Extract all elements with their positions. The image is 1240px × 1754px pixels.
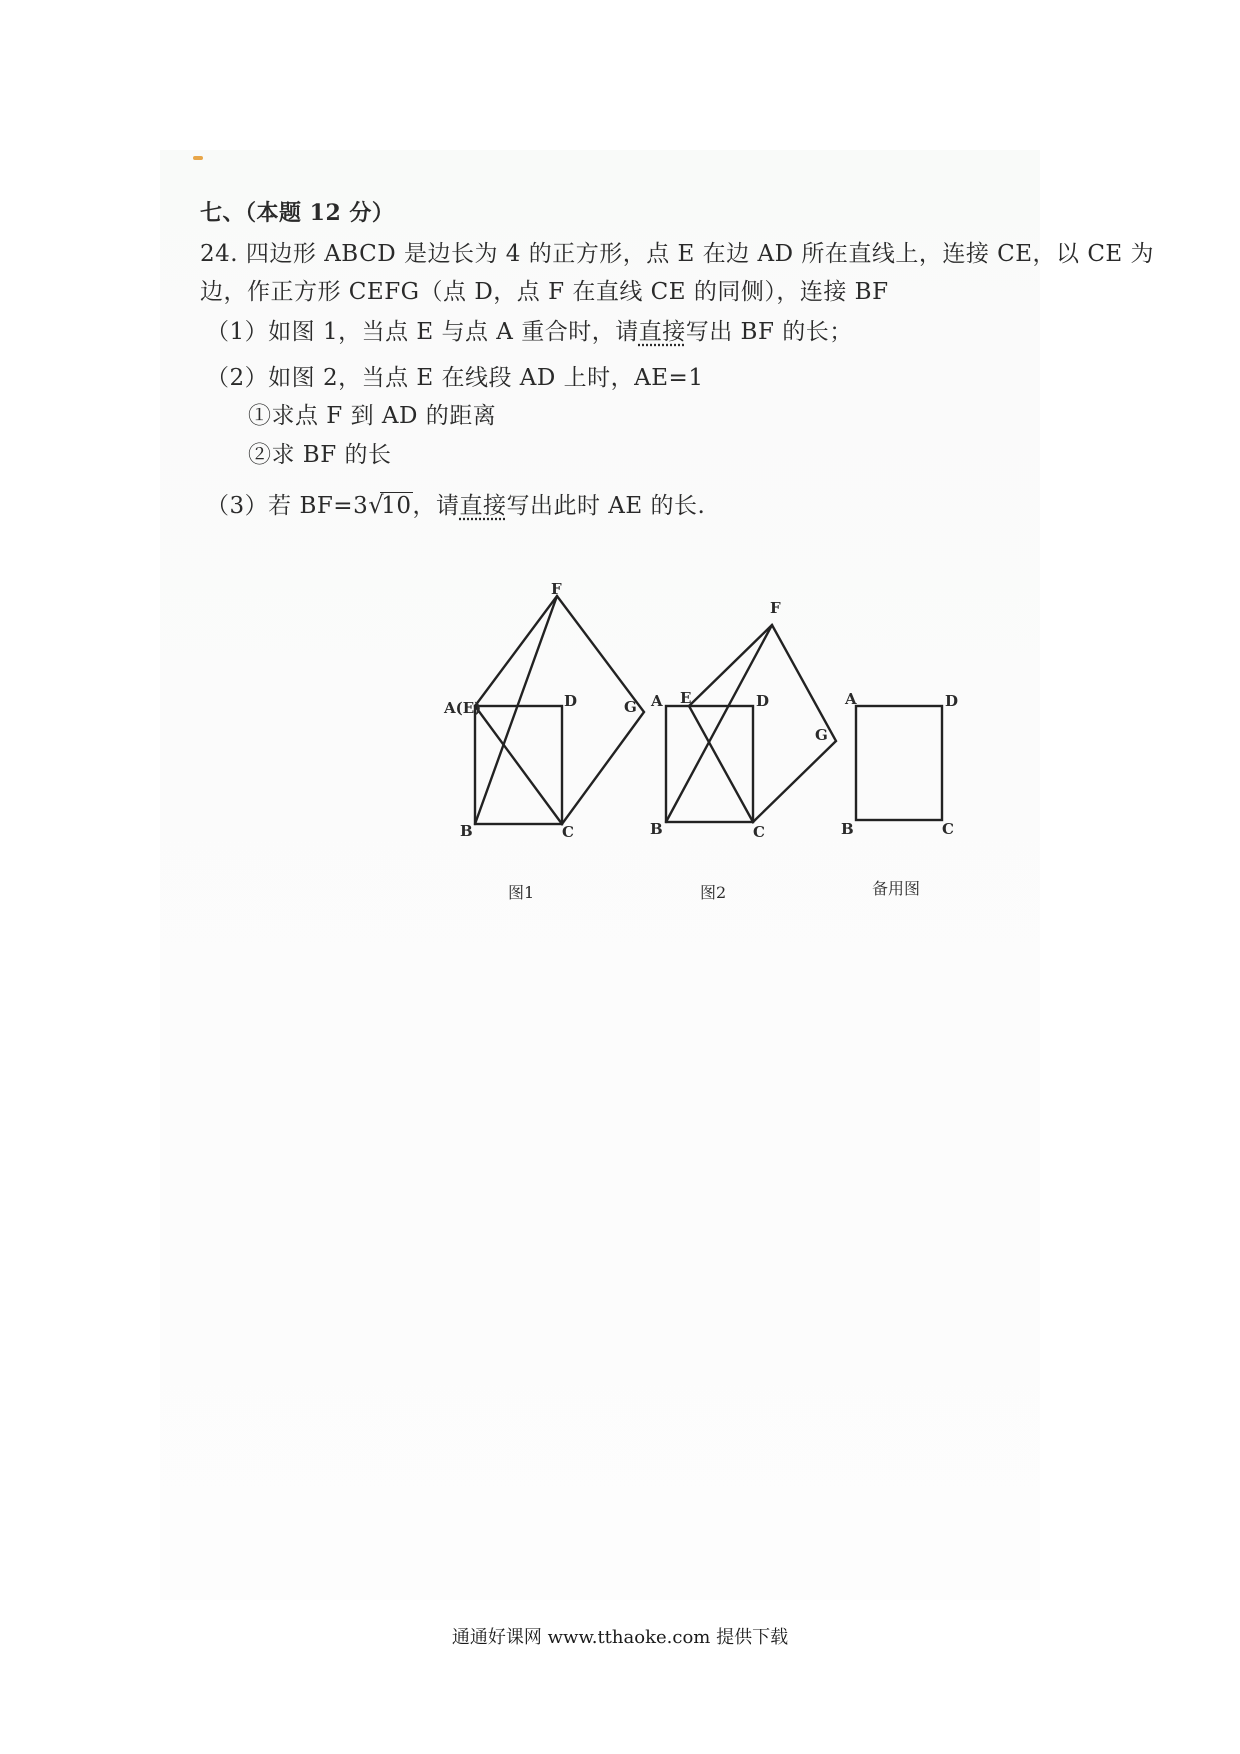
fig1-label-b: B	[460, 822, 473, 840]
part-1-emphasis: 直接	[638, 319, 686, 345]
fig2-label-f: F	[770, 599, 781, 617]
part-2: （2）如图 2，当点 E 在线段 AD 上时，AE=1	[206, 365, 704, 391]
fig1-label-f: F	[551, 580, 562, 598]
fig2-label-b: B	[650, 820, 663, 838]
fig2-label-a: A	[651, 692, 663, 710]
section-heading: 七、（本题 12 分）	[200, 200, 395, 226]
fig2-segment-bf	[666, 625, 772, 822]
fig2-label-e: E	[680, 689, 692, 707]
figure-2-diagram	[666, 625, 836, 822]
fig2-label-c: C	[753, 823, 765, 841]
fig1-label-a: A(E)	[444, 699, 482, 717]
part-2-sub-1: ①求点 F 到 AD 的距离	[248, 403, 497, 429]
fig1-segment-bf	[475, 596, 557, 824]
fig1-label-c: C	[562, 823, 574, 841]
part-3-suffix: 写出此时 AE 的长.	[506, 493, 706, 519]
figure-1-diagram	[475, 596, 644, 824]
figure-1-caption: 图1	[508, 883, 535, 902]
fig1-label-g: G	[624, 698, 637, 716]
part-2-sub-2: ②求 BF 的长	[248, 442, 392, 468]
part-3-prefix: （3）若 BF=3	[206, 493, 369, 519]
fig2-label-g: G	[815, 726, 828, 744]
fig2-square-abcd	[666, 706, 753, 822]
sqrt-radicand: 10	[381, 493, 412, 519]
figure-3-caption: 备用图	[872, 879, 921, 898]
part-3-emphasis: 直接	[459, 493, 507, 519]
part-1-prefix: （1）如图 1，当点 E 与点 A 重合时，请	[206, 319, 639, 345]
figure-3-diagram	[856, 706, 942, 820]
fig2-square-cefg	[689, 625, 836, 822]
fig3-label-c: C	[942, 820, 954, 838]
figure-2-caption: 图2	[700, 883, 727, 902]
footer-source: 通通好课网 www.tthaoke.com 提供下载	[451, 1627, 789, 1648]
fig3-label-d: D	[945, 692, 959, 710]
part-3-mid: ，请	[412, 493, 460, 519]
fig3-label-b: B	[841, 820, 854, 838]
problem-statement-line-1: 24. 四边形 ABCD 是边长为 4 的正方形，点 E 在边 AD 所在直线上，连接 CE，以 CE 为	[200, 241, 1155, 267]
fig1-square-cefg	[475, 596, 644, 824]
problem-statement-line-2: 边，作正方形 CEFG（点 D，点 F 在直线 CE 的同侧），连接 BF	[200, 279, 889, 305]
fig1-label-d: D	[564, 692, 578, 710]
part-1-suffix: 写出 BF 的长；	[685, 319, 853, 345]
fig3-label-a: A	[845, 690, 857, 708]
fig3-square-abcd	[856, 706, 942, 820]
fig2-label-d: D	[756, 692, 770, 710]
